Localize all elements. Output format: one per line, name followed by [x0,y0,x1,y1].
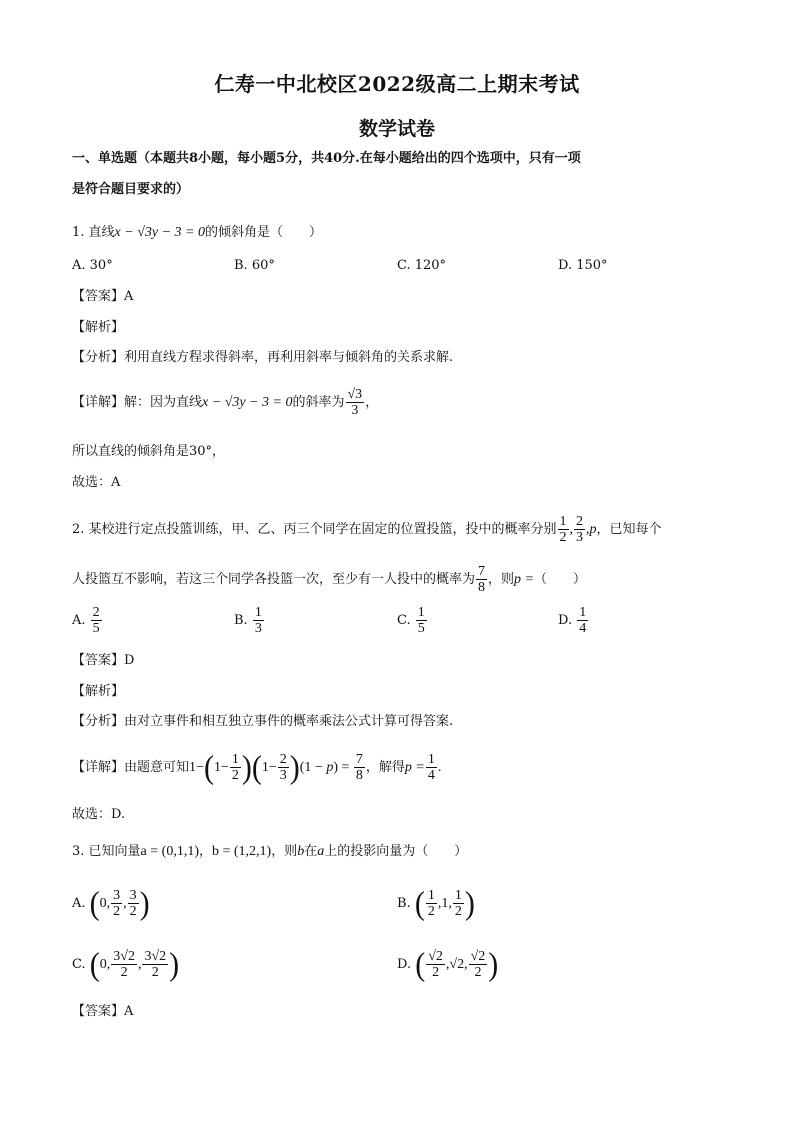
q1-detail [72,386,378,420]
q2-detail-pre: 由题意可知 [124,760,190,775]
q2-answer-value: D [124,653,135,668]
exam-subtitle: 数学试卷 [358,118,435,140]
q2-detail-mid: ，解得 [365,760,405,775]
q1-detail-pre: 解：因为直线 [124,395,203,410]
q1-answer [72,288,133,306]
q2-given-prob [476,564,487,595]
q3-post-pre: ，则 [271,844,298,859]
q2-prob-2: $\frac{2}{3}$ [576,514,584,545]
q1-line-equation: x − √3y − 3 = 0 [114,225,205,240]
q3-stem [72,843,467,861]
q2-stem-pre: 2. 某校进行定点投篮训练，甲、乙、丙三个同学在固定的位置投篮，投中的概率分别 [72,522,557,537]
q2-conclusion-value: D. [111,807,126,822]
q3-option-b [397,884,475,924]
q2-option-c-label: C. [397,613,411,628]
q2-stem-post: ，已知每个 [596,522,662,537]
q3-option-a-label: A. [72,896,86,911]
q1-option-a: A. 30° [72,258,113,273]
detail-label: 【详解】 [72,760,125,775]
q3-stem-pre: 3. 已知向量 [72,844,141,859]
q2-fenxi [72,713,453,731]
q2-option-d [558,604,589,638]
q1-answer-value: A [124,289,134,304]
q2-option-a-den: 5 [92,621,100,636]
q1-detail-end: ， [365,395,379,410]
q1-option-b: B. 60° [234,258,275,273]
q2-fenxi-text: 由对立事件和相互独立事件的概率乘法公式计算可得答案. [124,714,454,729]
q1-detail-mid: 的斜率为 [292,395,345,410]
q2-option-a [72,604,103,638]
q1-detail-equation: x − √3y − 3 = 0 [202,395,293,410]
q1-detail-line2: 所以直线的倾斜角是30°， [72,444,226,459]
q2-stem-line2-end: （ ） [533,572,586,587]
conclude-label: 故选： [72,475,112,490]
q2-option-d-num: 1 [579,605,587,620]
q2-option-d-den: 4 [579,621,587,636]
q2-prob-3: p [589,522,597,537]
q2-result-fraction [426,752,437,783]
q2-given-den: 8 [478,580,486,595]
q2-stem-line1: 2. 某校进行定点投篮训练，甲、乙、丙三个同学在固定的位置投篮，投中的概率分别 $\frac{1}{2}$ , $\frac{2}{3}$ ,p，已知每个 [72,514,662,545]
detail-label: 【详解】 [72,395,125,410]
q1-slope-denominator: 3 [351,403,359,418]
q3-option-d-vector: ( $\frac{√2}{2}$ ,√2, $\frac{√2}{2}$ ) [415,946,499,983]
q1-option-d: D. 150° [558,258,608,273]
q3-answer-value: A [124,1004,134,1019]
q2-result-den: 4 [427,768,435,783]
q2-detail: 【详解】由题意可知1−(1− $\frac{1}{2}$ )(1− $\frac{2}{3}$ )(1 − p) = $\frac{7}{8}$ ，解得p = $\frac{1}{4}$ . [72,749,442,786]
q1-fenxi [72,349,453,367]
section-heading-line2: 是符合题目要求的） [72,182,190,197]
q2-answer [72,652,134,670]
q2-result-var: p = [404,760,425,775]
q1-conclusion [72,474,120,492]
q2-option-b [234,604,265,638]
q2-detail-formula: 1−(1− $\frac{1}{2}$ )(1− $\frac{2}{3}$ )(1 − p) = $\frac{7}{8}$ [189,749,363,786]
q2-option-b-den: 3 [254,621,262,636]
q2-option-c-num: 1 [417,605,425,620]
q2-var-p: p = [514,572,534,587]
q3-option-c [72,945,179,985]
q1-fenxi-text: 利用直线方程求得斜率，再利用斜率与倾斜角的关系求解. [124,350,454,365]
q2-option-a-num: 2 [92,605,100,620]
q3-answer [72,1003,133,1021]
exam-title: 仁寿一中北校区2022级高二上期末考试 [214,72,580,96]
section-heading-line1: 一、单选题（本题共8小题，每小题5分，共40分.在每小题给出的四个选项中，只有一项 [72,151,581,166]
q2-option-c-den: 5 [417,621,425,636]
q1-conclusion-value: A [111,475,121,490]
q1-stem-post: 的倾斜角是（ ） [205,225,323,240]
q1-stem-pre: 1. 直线 [72,225,115,240]
q3-option-d [397,945,498,985]
q2-given-num: 7 [478,564,486,579]
conclude-label: 故选： [72,807,112,822]
q2-option-c [397,604,428,638]
q2-stem-line2-post: ，则 [488,572,515,587]
q3-option-c-vector: (0, $\frac{3√2}{2}$ , $\frac{3√2}{2}$ ) [89,946,180,983]
answer-label: 【答案】 [72,653,125,668]
q3-a: a [317,844,325,859]
q3-option-a [72,884,150,924]
q3-vector-b: b = (1,2,1) [212,844,272,859]
q2-prob-1: $\frac{1}{2}$ [559,514,567,545]
q3-option-d-label: D. [397,957,412,972]
q3-option-a-vector: (0, $\frac{3}{2}$ , $\frac{3}{2}$ ) [89,885,150,922]
q1-analysis-label: 【解析】 [72,320,125,335]
q2-option-a-label: A. [72,613,86,628]
q1-option-c: C. 120° [397,258,447,273]
answer-label: 【答案】 [72,289,125,304]
q2-option-d-label: D. [558,613,573,628]
q2-result-num: 1 [427,752,435,767]
q3-vector-a: a = (0,1,1) [140,844,199,859]
q1-stem [72,224,322,242]
q2-conclusion [72,806,125,824]
q2-stem-line2-pre: 人投篮互不影响，若这三个同学各投篮一次，至少有一人投中的概率为 [72,572,476,587]
answer-label: 【答案】 [72,1004,125,1019]
q3-mid: 在 [304,844,318,859]
q3-stem-post: 上的投影向量为（ ） [324,844,468,859]
q3-option-b-vector: ( $\frac{1}{2}$ ,1, $\frac{1}{2}$ ) [414,885,475,922]
q2-stem-line2 [72,563,586,597]
q2-option-b-label: B. [234,613,248,628]
q1-slope-numerator: √3 [347,387,363,402]
q2-option-b-num: 1 [254,605,262,620]
q3-sep: ， [198,844,212,859]
q3-option-c-label: C. [72,957,86,972]
q2-analysis-label: 【解析】 [72,684,125,699]
q3-b: b [297,844,305,859]
fenxi-label: 【分析】 [72,714,125,729]
fenxi-label: 【分析】 [72,350,125,365]
q3-option-b-label: B. [397,896,411,911]
q1-slope-fraction [346,387,365,418]
